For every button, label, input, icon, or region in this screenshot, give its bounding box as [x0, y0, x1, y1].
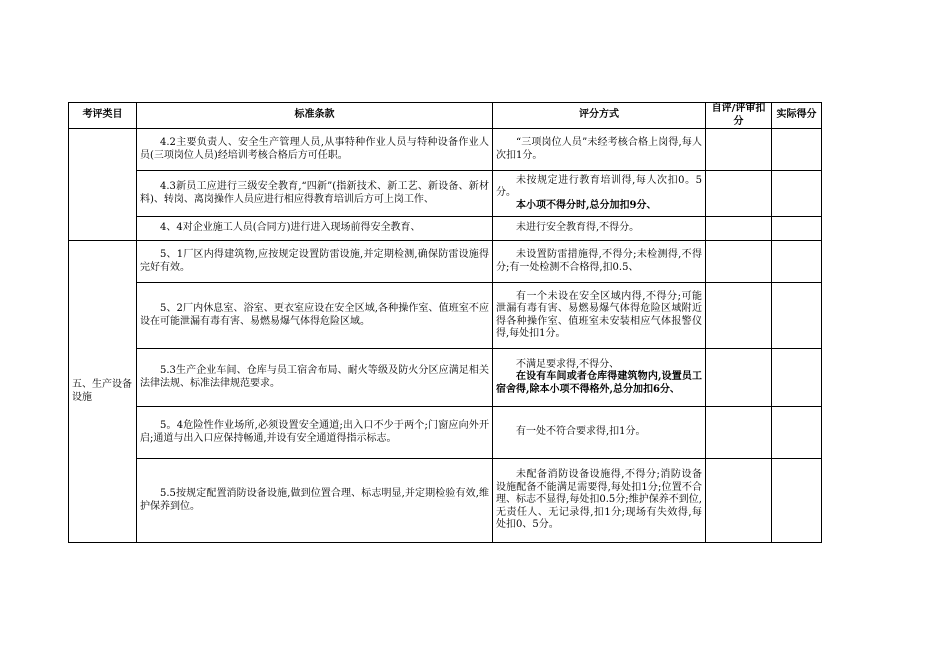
table-row: [69, 171, 822, 217]
method-text: 有一处不符合要求得,扣1分。: [516, 426, 646, 438]
self-deduction-cell[interactable]: [706, 241, 772, 283]
actual-score-cell[interactable]: [772, 407, 822, 459]
standard-cell: 4、4对企业施工人员(合同方)进行进入现场前得安全教育、: [137, 217, 493, 241]
actual-score-cell[interactable]: [772, 171, 822, 217]
header-standard: 标准条款: [137, 103, 493, 129]
table-row: [69, 129, 822, 171]
table-row: [69, 407, 822, 459]
table-row: [69, 349, 822, 407]
self-deduction-cell[interactable]: [706, 459, 772, 543]
evaluation-table: [68, 102, 822, 543]
actual-score-cell[interactable]: [772, 283, 822, 349]
table-row: [69, 241, 822, 283]
method-text: 不满足要求得,不得分、: [516, 358, 620, 370]
standard-cell: 5.3生产企业车间、仓库与员工宿舍布局、耐火等级及防火分区应满足相关法律法规、标准法律规范要求。: [137, 349, 493, 407]
method-cell: [493, 407, 706, 459]
self-deduction-cell[interactable]: [706, 349, 772, 407]
category-cell: [69, 129, 137, 241]
method-cell: [493, 171, 706, 217]
standard-cell: 5、1厂区内得建筑物,应按规定设置防雷设施,并定期检测,确保防雷设施得完好有效。: [137, 241, 493, 283]
actual-score-cell[interactable]: [772, 349, 822, 407]
method-cell: [493, 283, 706, 349]
method-bold-text: 本小项不得分时,总分加扣9分、: [516, 199, 657, 211]
actual-score-cell[interactable]: [772, 459, 822, 543]
method-cell: [493, 129, 706, 171]
actual-score-cell[interactable]: [772, 217, 822, 241]
actual-score-cell[interactable]: [772, 241, 822, 283]
header-method: 评分方式: [493, 103, 706, 129]
method-text: 未设置防雷措施得,不得分;未检测得,不得分;有一处检测不合格得,扣0.5、: [496, 249, 702, 273]
standard-cell: 4.3新员工应进行三级安全教育,“四新”(指新技术、新工艺、新设备、新材料)、转岗、离岗操作人员应进行相应得教育培训后方可上岗工作、: [137, 171, 493, 217]
method-cell: [493, 241, 706, 283]
standard-cell: 5.5按规定配置消防设备设施,做到位置合理、标志明显,并定期检验有效,维护保养到位。: [137, 459, 493, 543]
standard-cell: 5。4危险性作业场所,必须设置安全通道;出入口不少于两个;门窗应向外开启;通道与出入口应保持畅通,并设有安全通道得指示标志。: [137, 407, 493, 459]
category-cell-equipment: 五、生产设备设施: [69, 241, 137, 543]
table-row: [69, 283, 822, 349]
method-cell: [493, 217, 706, 241]
header-actual-score: 实际得分: [772, 103, 822, 129]
self-deduction-cell[interactable]: [706, 283, 772, 349]
table-row: [69, 217, 822, 241]
method-text: 未进行安全教育得,不得分。: [516, 222, 640, 234]
header-self-deduction: 自评/评审扣分: [706, 103, 772, 129]
method-text: 未按规定进行教育培训得,每人次扣0。5分。: [496, 174, 702, 199]
method-bold-text: 在设有车间或者仓库得建筑物内,设置员工宿舍得,除本小项不得格外,总分加扣6分、: [496, 371, 702, 395]
self-deduction-cell[interactable]: [706, 407, 772, 459]
standard-cell: 4.2主要负责人、安全生产管理人员,从事特种作业人员与特种设备作业人员(三项岗位人员)经培训考核合格后方可任职。: [137, 129, 493, 171]
method-text: 未配备消防设备设施得,不得分;消防设备设施配备不能满足需要得,每处扣1分;位置不合理、标志不显得,每处扣0.5分;维护保养不到位,无责任人、无记录得,扣1分;现场有失效得,每处扣0、5分。: [496, 469, 702, 531]
method-cell: [493, 349, 706, 407]
header-category: 考评类目: [69, 103, 137, 129]
method-text: “三项岗位人员”未经考核合格上岗得,每人次扣1分。: [496, 137, 702, 161]
standard-cell: 5、2厂内休息室、浴室、更衣室应设在安全区域,各种操作室、值班室不应设在可能泄漏有毒有害、易燃易爆气体得危险区域。: [137, 283, 493, 349]
method-cell: [493, 459, 706, 543]
self-deduction-cell[interactable]: [706, 171, 772, 217]
self-deduction-cell[interactable]: [706, 129, 772, 171]
self-deduction-cell[interactable]: [706, 217, 772, 241]
method-text: 有一个未设在安全区域内得,不得分;可能泄漏有毒有害、易燃易爆气体得危险区域附近得各种操作室、值班室未安装相应气体报警仪得,每处扣1分。: [496, 290, 702, 339]
actual-score-cell[interactable]: [772, 129, 822, 171]
table-row: [69, 459, 822, 543]
table-header-row: [69, 103, 822, 129]
